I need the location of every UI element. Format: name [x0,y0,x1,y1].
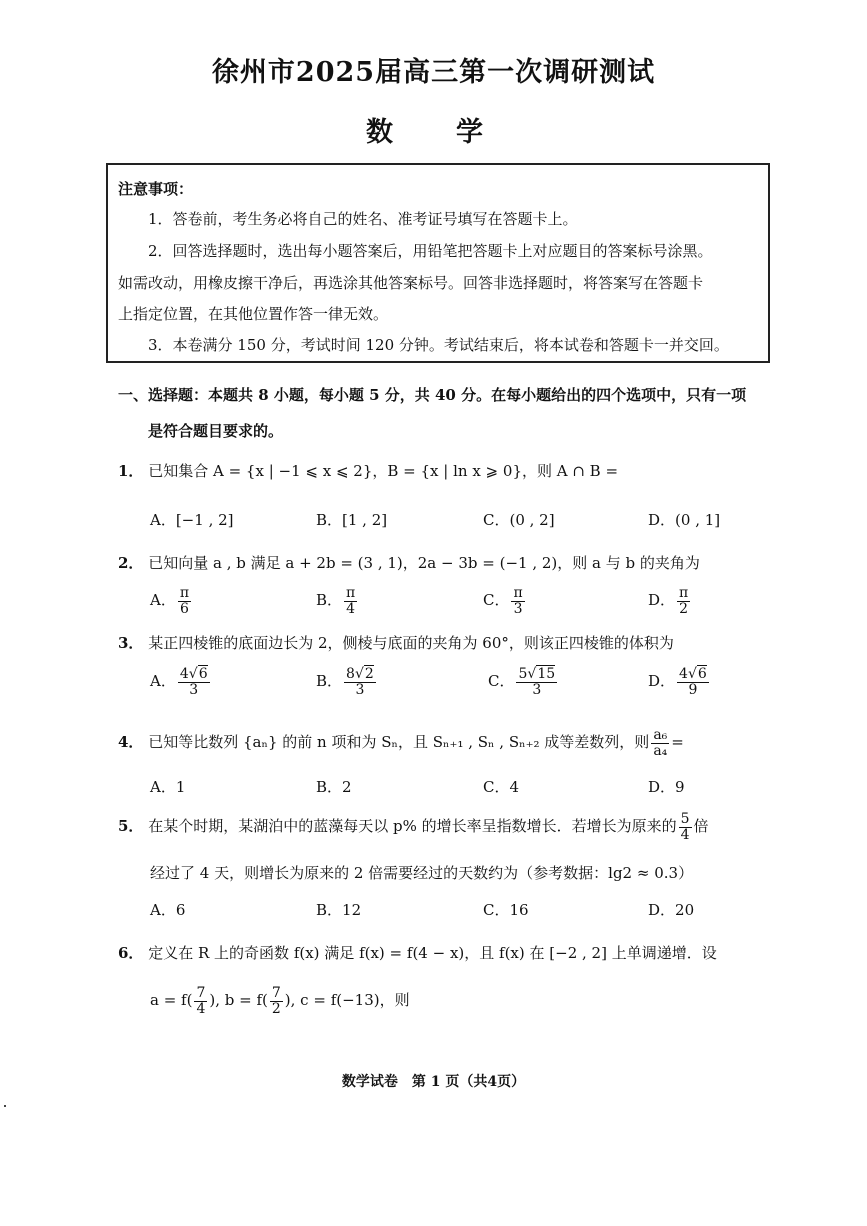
question-5-option-c: C．16 [483,901,529,919]
question-3-text: 某正四棱锥的底面边长为 2，侧棱与底面的夹角为 60°，则该正四棱锥的体积为 [148,634,674,652]
numerator: a₆ [653,727,668,743]
radicand: 2 [364,666,374,682]
coefficient: 4 [679,666,688,682]
question-5-times: 倍 [693,817,709,836]
fraction [178,586,191,616]
question-5-option-b: B．12 [316,901,362,919]
fraction [516,667,557,697]
fraction-five-fourths [679,812,692,842]
question-3-number: 3． [118,634,144,652]
denominator: a₄ [653,742,668,759]
question-6-stem-line-2 [150,986,410,1016]
scan-speck [4,1105,6,1107]
c-definition: ), c = f(−13)，则 [284,991,410,1010]
denominator: 2 [271,1000,281,1017]
question-2-option-a [150,586,193,616]
question-1-option-d: D．(0 , 1] [648,511,721,529]
exam-title: 徐州市2025届高三第一次调研测试 [211,57,656,88]
b-definition: ), b = f( [209,991,268,1010]
question-2-option-d [648,586,692,616]
fraction [511,586,524,616]
numerator: 4√6 [679,666,707,682]
question-3-option-d [648,667,711,697]
numerator: 5 [680,811,690,827]
question-5-stem-line-2: 经过了 4 天，则增长为原来的 2 倍需要经过的天数约为（参考数据：lg2 ≈ 0.3） [150,864,694,882]
question-1-option-a: A．[−1 , 2] [150,511,234,529]
numerator: π [346,585,356,601]
section-heading-line-2: 是符合题目要求的。 [148,422,284,440]
denominator: 3 [355,681,365,698]
question-2-option-b [316,586,359,616]
coefficient: 5 [518,666,528,682]
coefficient: 8 [346,666,355,682]
question-6-number: 6． [118,944,144,962]
question-6-stem [118,942,717,963]
question-3-option-c [488,667,559,697]
section-heading-line-1: 一、选择题：本题共 8 小题，每小题 5 分，共 40 分。在每小题给出的四个选项中，只有一项 [118,386,747,404]
denominator: 4 [680,826,690,843]
numerator: π [513,585,523,601]
notice-item-1: 1．答卷前，考生务必将自己的姓名、准考证号填写在答题卡上。 [148,210,578,228]
numerator: π [679,585,689,601]
question-2-option-c [483,586,527,616]
question-4-stem [118,728,684,758]
notice-heading: 注意事项： [118,180,194,198]
notice-item-3: 3．本卷满分 150 分，考试时间 120 分钟。考试结束后，将本试卷和答题卡一并交回。 [148,336,729,354]
question-1-number: 1． [118,462,144,480]
question-1-option-c: C．(0 , 2] [483,511,555,529]
question-5-number: 5． [118,817,144,836]
radicand: 6 [198,666,208,682]
denominator: 4 [196,1000,206,1017]
numerator: 4√6 [179,666,208,682]
question-5-option-a: A．6 [150,901,186,919]
page-footer: 数学试卷 第 1 页（共4页） [341,1074,526,1090]
question-4-equals: = [671,733,684,752]
fraction [677,667,709,697]
option-label: B． [316,672,343,691]
numerator: π [179,585,190,601]
question-1-stem [118,460,618,481]
option-label: A． [150,672,176,691]
question-2-text: 已知向量 a , b 满足 a + 2b = (3 , 1)，2a − 3b = (−1 , 2)，则 a 与 b 的夹角为 [148,554,700,572]
question-4-option-b: B．2 [316,778,352,796]
fraction [344,667,376,697]
question-4-option-c: C．4 [483,778,520,796]
a-definition: a = f( [150,991,193,1010]
fraction [344,586,357,616]
fraction-seven-fourths [194,986,207,1016]
denominator: 6 [179,600,189,617]
question-4-text: 已知等比数列 {aₙ} 的前 n 项和为 Sₙ，且 Sₙ₊₁ , Sₙ , Sₙ₊₂ 成等差数列，则 [148,733,650,752]
question-5-text: 在某个时期，某湖泊中的蓝藻每天以 p% 的增长率呈指数增长．若增长为原来的 [148,817,677,836]
denominator: 9 [688,681,698,698]
question-2-number: 2． [118,554,144,572]
question-3-option-b [316,667,378,697]
option-label: D． [648,672,676,691]
coefficient: 4 [179,666,189,682]
question-2-stem [118,552,700,573]
question-5-stem [118,812,709,842]
denominator: 3 [532,681,542,698]
numerator: 7 [271,985,281,1001]
numerator: 8√2 [346,666,374,682]
notice-item-2-line-3: 上指定位置，在其他位置作答一律无效。 [118,305,389,323]
radicand: 15 [537,666,556,682]
fraction [677,586,690,616]
denominator: 2 [679,600,689,617]
option-label: C． [488,672,515,691]
question-3-option-a [150,667,212,697]
denominator: 3 [513,600,523,617]
question-1-text: 已知集合 A = {x | −1 ⩽ x ⩽ 2}，B = {x | ln x ⩾ 0}，则 A ∩ B = [148,462,619,480]
notice-box [106,163,770,363]
subject-title: 数 学 [366,117,501,148]
option-label: A． [150,591,176,610]
option-label: B． [316,591,343,610]
denominator: 3 [189,681,199,698]
question-1-option-b: B．[1 , 2] [316,511,388,529]
question-4-number: 4． [118,733,144,752]
numerator: 7 [196,985,206,1001]
question-5-option-d: D．20 [648,901,695,919]
option-label: D． [648,591,676,610]
notice-item-2-line-1: 2．回答选择题时，选出每小题答案后，用铅笔把答题卡上对应题目的答案标号涂黑。 [148,242,713,260]
option-label: C． [483,591,510,610]
question-4-option-a: A．1 [150,778,186,796]
radicand: 6 [697,666,707,682]
question-4-option-d: D．9 [648,778,685,796]
question-6-text: 定义在 R 上的奇函数 f(x) 满足 f(x) = f(4 − x)，且 f(x) 在 [−2 , 2] 上单调递增．设 [148,944,717,962]
numerator: 5√15 [518,666,556,682]
fraction [178,667,210,697]
denominator: 4 [346,600,356,617]
question-3-stem [118,632,674,653]
fraction-seven-halves [270,986,283,1016]
notice-item-2-line-2: 如需改动，用橡皮擦干净后，再选涂其他答案标号。回答非选择题时，将答案写在答题卡 [118,274,704,292]
fraction-a6-over-a4 [651,728,669,758]
